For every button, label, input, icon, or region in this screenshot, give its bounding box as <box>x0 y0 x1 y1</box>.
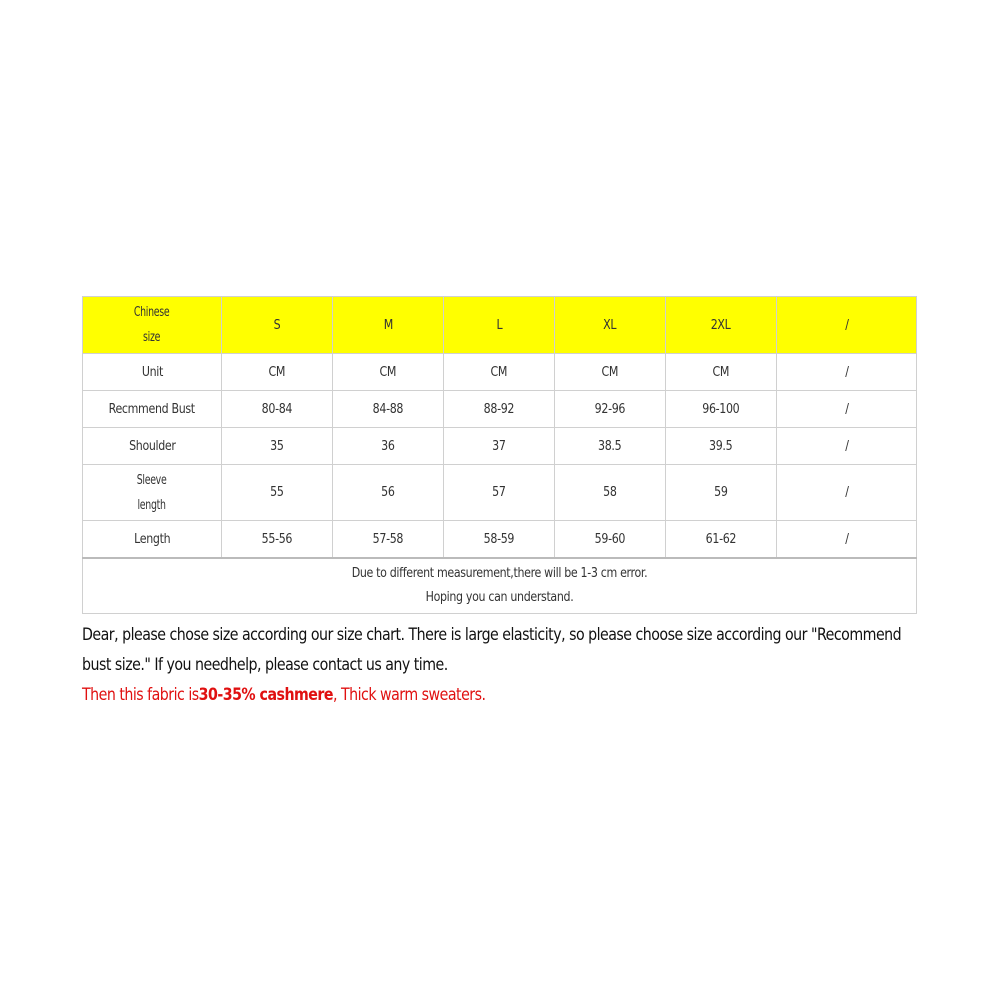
size-chart-table <box>82 296 917 614</box>
row-label: Length <box>83 521 222 559</box>
table-cell: 80-84 <box>222 391 333 428</box>
table-cell: 56 <box>333 465 444 521</box>
table-cell: CM <box>666 354 777 391</box>
table-cell: / <box>777 428 917 465</box>
table-cell: 57-58 <box>333 521 444 559</box>
table-cell: 38.5 <box>555 428 666 465</box>
header-label-cell <box>83 297 222 354</box>
table-cell: 37 <box>444 428 555 465</box>
table-cell: 61-62 <box>666 521 777 559</box>
table-cell: CM <box>444 354 555 391</box>
size-description <box>82 620 922 710</box>
row-label <box>83 465 222 521</box>
table-cell: / <box>777 521 917 559</box>
table-cell: 36 <box>333 428 444 465</box>
table-cell: 57 <box>444 465 555 521</box>
table-cell: 35 <box>222 428 333 465</box>
header-size-2xl: 2XL <box>666 297 777 354</box>
header-label-line1: Chinese <box>134 305 170 320</box>
fabric-note-prefix: Then this fabric is <box>82 685 199 704</box>
row-label-line2: length <box>137 497 167 513</box>
table-cell: 96-100 <box>666 391 777 428</box>
table-row <box>83 521 917 559</box>
table-cell: 59 <box>666 465 777 521</box>
table-row <box>83 391 917 428</box>
header-size-slash: / <box>777 297 917 354</box>
table-cell: 84-88 <box>333 391 444 428</box>
table-row <box>83 354 917 391</box>
note-line2: Hoping you can understand. <box>425 590 574 605</box>
table-cell: 55 <box>222 465 333 521</box>
header-size-s: S <box>222 297 333 354</box>
header-size-xl: XL <box>555 297 666 354</box>
row-label-line1: Sleeve <box>137 472 167 488</box>
description-line2: bust size." If you needhelp, please contact us any time. <box>82 655 448 674</box>
table-cell: 58-59 <box>444 521 555 559</box>
table-cell: 39.5 <box>666 428 777 465</box>
table-cell: 92-96 <box>555 391 666 428</box>
header-size-l: L <box>444 297 555 354</box>
measurement-note <box>83 558 917 614</box>
table-cell: CM <box>222 354 333 391</box>
table-row <box>83 465 917 521</box>
table-cell: 59-60 <box>555 521 666 559</box>
table-cell: CM <box>555 354 666 391</box>
table-cell: / <box>777 465 917 521</box>
row-label: Unit <box>83 354 222 391</box>
fabric-note-suffix: , Thick warm sweaters. <box>332 685 486 704</box>
table-cell: CM <box>333 354 444 391</box>
header-size-m: M <box>333 297 444 354</box>
fabric-composition: 30-35% cashmere <box>198 685 333 704</box>
table-cell: / <box>777 391 917 428</box>
fabric-note <box>82 680 804 710</box>
note-row <box>83 558 917 614</box>
table-cell: 55-56 <box>222 521 333 559</box>
note-line1: Due to different measurement,there will be 1-3 cm error. <box>351 566 648 581</box>
header-label-line2: size <box>143 330 161 345</box>
description-line1: Dear, please chose size according our size chart. There is large elasticity, so please choose size according our "Recommend <box>82 625 902 644</box>
table-cell: 58 <box>555 465 666 521</box>
row-label: Recmmend Bust <box>83 391 222 428</box>
row-label: Shoulder <box>83 428 222 465</box>
table-row <box>83 428 917 465</box>
table-cell: 88-92 <box>444 391 555 428</box>
table-cell: / <box>777 354 917 391</box>
header-row <box>83 297 917 354</box>
